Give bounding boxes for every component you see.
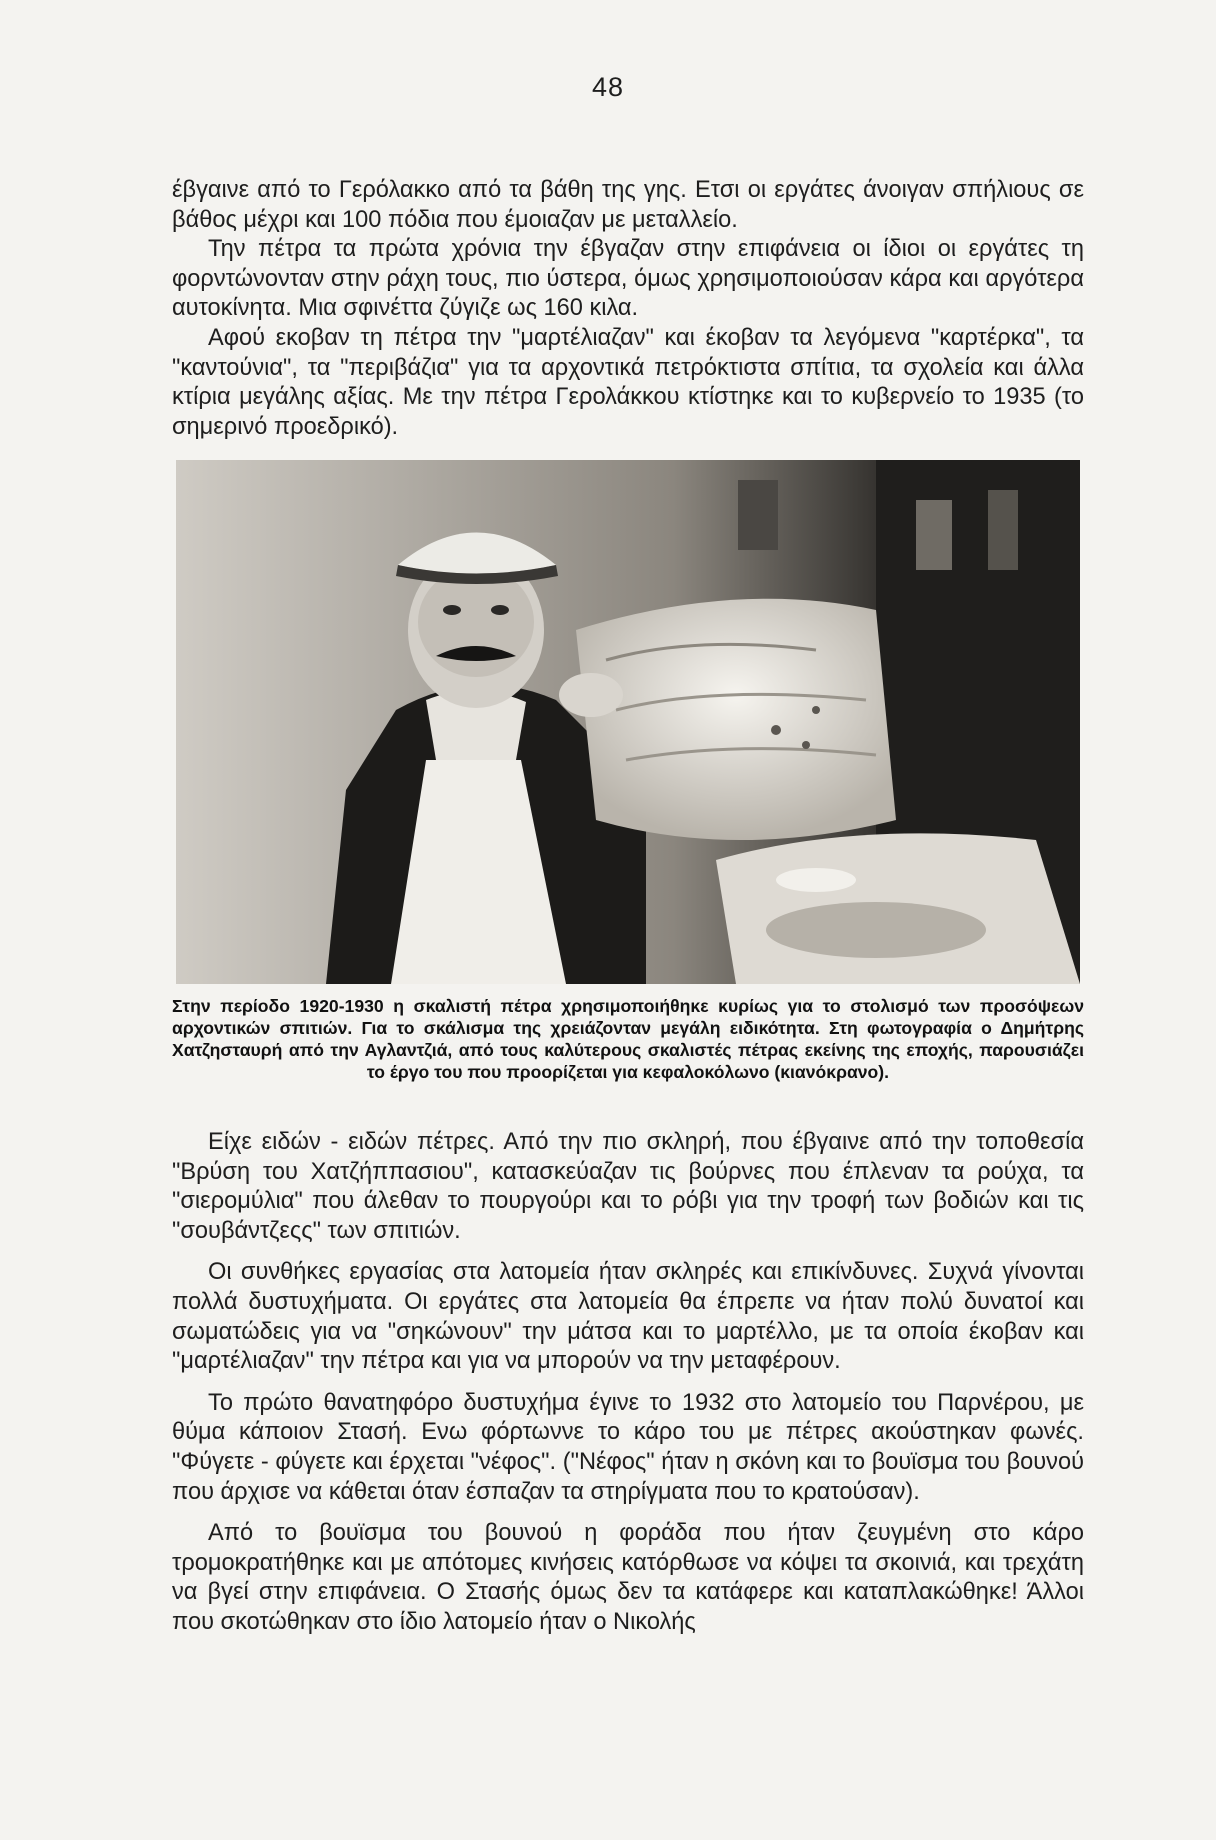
paragraph-3: Αφού εκοβαν τη πέτρα την "μαρτέλιαζαν" και έκοβαν τα λεγόμενα "καρτέρκα", τα "καντούνια", τα "περιβάζια" για τα αρχοντικά πετρόκτιστα σπίτια, τα σχολεία και άλλα κτίρια μεγάλης αξίας. Με την πέτρα Γερολάκκου κτίστηκε και το κυβερνείο το 1935 (το σημερινό προεδρικό). bbox=[172, 324, 1084, 440]
photo-caption: Στην περίοδο 1920-1930 η σκαλιστή πέτρα χρησιμοποιήθηκε κυρίως για το στολισμό των προσόψεων αρχοντικών σπιτιών. Για το σκάλισμα της χρειάζονταν μεγάλη ειδικότητα. Στη φωτογραφία ο Δημήτρης Χατζησταυρή από την Αγλαντζιά, από τους καλύτερους σκαλιστές πέτρας εκείνης της εποχής, παρουσιάζει το έργο του που προορίζεται για κεφαλοκόλωνο (κιανόκρανο). bbox=[172, 996, 1084, 1082]
page-number: 48 bbox=[591, 72, 625, 102]
stone-mason-photo bbox=[176, 460, 1080, 984]
paragraph-5: Οι συνθήκες εργασίας στα λατομεία ήταν σκληρές και επικίνδυνες. Συχνά γίνονται πολλά δυστυχήματα. Οι εργάτες στα λατομεία θα έπρεπε να ήταν πολύ δυνατοί και σωματώδεις για να "σηκώνουν" την μάτσα και το μαρτέλλο, με τα οποία έκοβαν και "μαρτέλιαζαν" την πέτρα και για να μπορούν να την μεταφέρουν. bbox=[172, 1259, 1084, 1375]
paragraph-4: Είχε ειδών - ειδών πέτρες. Από την πιο σκληρή, που έβγαινε από την τοποθεσία "Βρύση του Χατζήππασιου", κατασκεύαζαν τις βούρνες που έπλεναν τα ρούχα, τα "σιερομύλια" που άλεθαν το πουργούρι και το ρόβι για την τροφή των βοδιών και τις "σουβάντζεςς" των σπιτιών. bbox=[172, 1129, 1084, 1244]
paragraph-6: Το πρώτο θανατηφόρο δυστυχήμα έγινε το 1932 στο λατομείο του Παρνέρου, με θύμα κάποιον Στασή. Ενω φόρτωννε το κάρο του με πέτρες ακούστηκαν φωνές. "Φύγετε - φύγετε και έρχεται "νέφος". ("Νέφος" ήταν η σκόνη και το βουϊσμα του βουνού που άρχισε να κάθεται όταν έσπαζαν τα στηρίγματα που το κρατούσαν). bbox=[172, 1389, 1084, 1505]
paragraph-1: έβγαινε από το Γερόλακκο από τα βάθη της γης. Ετσι οι εργάτες άνοιγαν σπήλιους σε βάθος μέχρι και 100 πόδια που έμοιαζαν με μεταλλείο. bbox=[172, 177, 1084, 233]
paragraph-7: Από το βουϊσμα του βουνού η φοράδα που ήταν ζευγμένη στο κάρο τρομοκρατήθηκε και με απότομες κινήσεις κατόρθωσε να κόψει τα σκοινιά, και τρεχάτη να βγεί στην επιφάνεια. Ο Στασής όμως δεν τα κατάφερε και καταπλακώθηκε! Άλλοι που σκοτώθηκαν στο ίδιο λατομείο ήταν ο Νικολής bbox=[172, 1520, 1084, 1635]
paragraph-2: Την πέτρα τα πρώτα χρόνια την έβγαζαν στην επιφάνεια οι ίδιοι οι εργάτες τη φορντώνονταν στην ράχη τους, πιο ύστερα, όμως χρησιμοποιούσαν κάρα και αργότερα αυτοκίνητα. Μια σφινέττα ζύγιζε ως 160 κιλα. bbox=[172, 236, 1084, 322]
bottom-text-block bbox=[172, 1128, 1084, 1638]
top-text-block bbox=[172, 176, 1084, 442]
